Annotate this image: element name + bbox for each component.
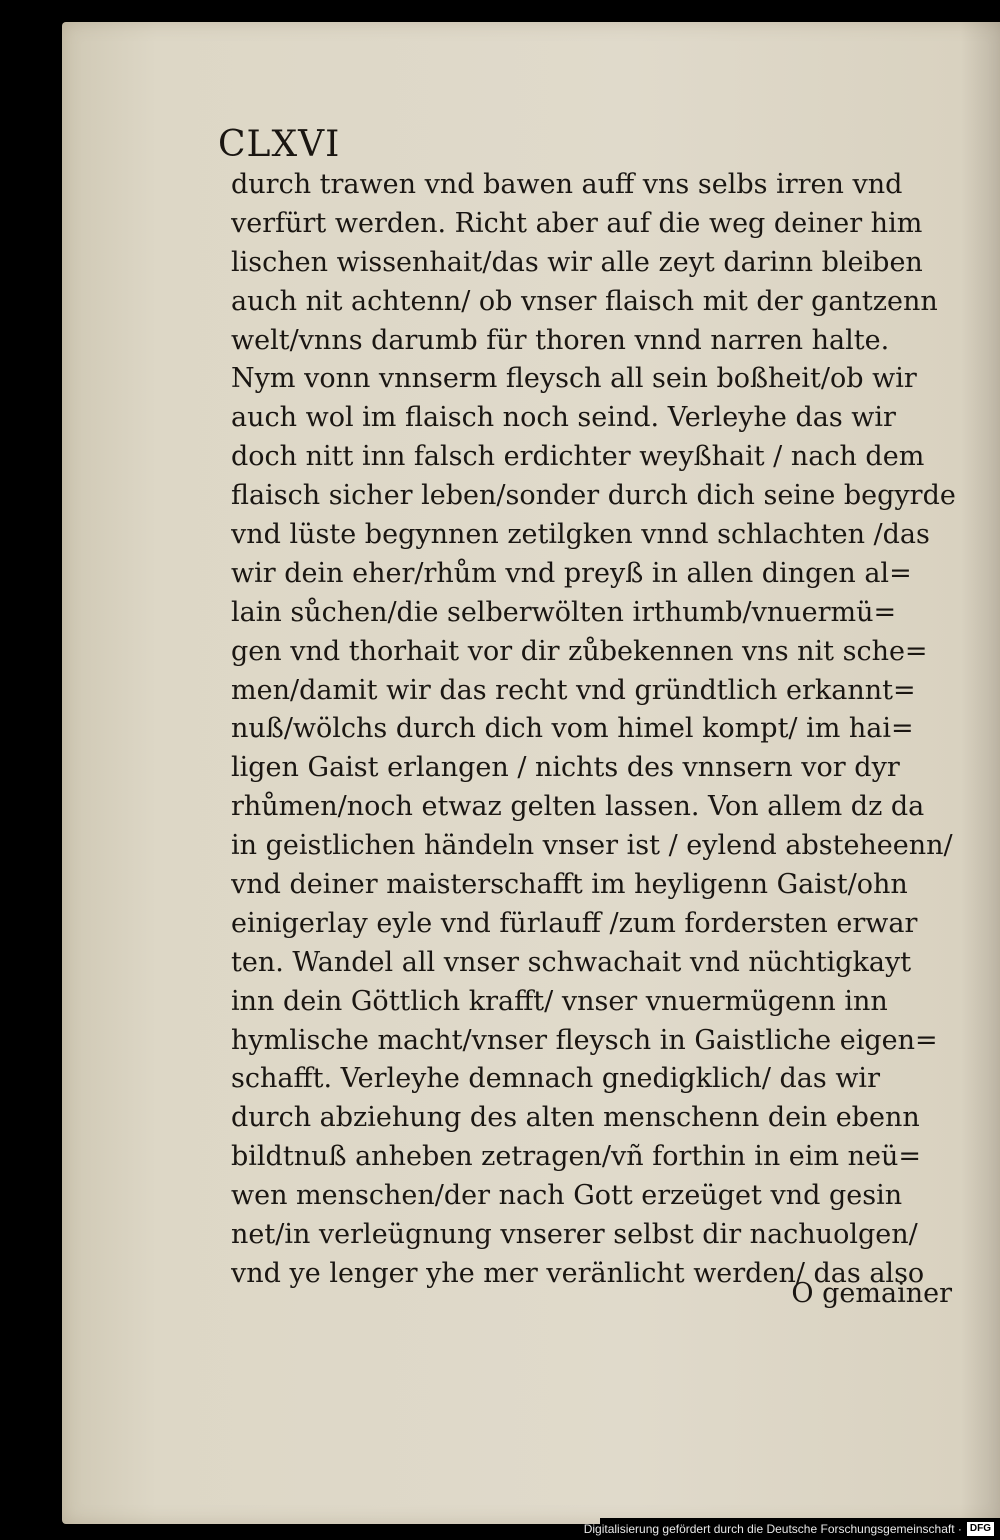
text-line: einigerlay eyle vnd fürlauff /zum fordersten erwar — [231, 907, 918, 939]
text-line: verfürt werden. Richt aber auf die weg deiner him — [231, 207, 923, 239]
text-line: net/in verleügnung vnserer selbst dir nachuolgen/ — [231, 1219, 918, 1251]
text-line: welt/vnns darumb für thoren vnnd narren halte. — [231, 324, 890, 356]
text-line: auch nit achtenn/ ob vnser flaisch mit der gantzenn — [231, 285, 938, 317]
text-line: wen menschen/der nach Gott erzeüget vnd gesin — [231, 1180, 903, 1212]
text-line: rhůmen/noch etwaz gelten lassen. Von allem dz da — [231, 791, 925, 823]
footer-credit-text: Digitalisierung gefördert durch die Deutsche Forschungsgemeinschaft · — [583, 1522, 962, 1536]
footer-credit-bar — [583, 1518, 1000, 1540]
text-line: flaisch sicher leben/sonder durch dich seine begyrde — [231, 480, 956, 512]
text-line: vnd ye lenger yhe mer veränlicht werden/ das also — [231, 1257, 925, 1289]
text-line: doch nitt inn falsch erdichter weyßhait / nach dem — [231, 441, 925, 473]
text-line: auch wol im flaisch noch seind. Verleyhe das wir — [231, 402, 896, 434]
text-line: vnd lüste begynnen zetilgken vnnd schlachten /das — [231, 519, 930, 551]
text-line: nuß/wölchs durch dich vom himel kompt/ im hai= — [231, 713, 914, 745]
text-line: in geistlichen händeln vnser ist / eylend absteheenn/ — [231, 830, 953, 862]
text-line: lischen wissenhait/das wir alle zeyt darinn bleiben — [231, 246, 923, 278]
text-line: durch abziehung des alten menschenn dein ebenn — [231, 1102, 920, 1134]
text-line: gen vnd thorhait vor dir zůbekennen vns nit sche= — [231, 635, 928, 667]
text-line: ten. Wandel all vnser schwachait vnd nüchtigkayt — [231, 946, 912, 978]
folio-number: CLXVI — [218, 124, 341, 165]
text-line: Nym vonn vnnserm fleysch all sein boßheit/ob wir — [231, 363, 917, 395]
text-line: inn dein Göttlich krafft/ vnser vnuermügenn inn — [231, 985, 888, 1017]
text-line: wir dein eher/rhům vnd preyß in allen dingen al= — [231, 557, 912, 589]
text-line: ligen Gaist erlangen / nichts des vnnsern vor dyr — [231, 752, 900, 784]
text-line: hymlische macht/vnser fleysch in Gaistliche eigen= — [231, 1024, 938, 1056]
text-line: men/damit wir das recht vnd gründtlich erkannt= — [231, 674, 916, 706]
text-block — [231, 166, 961, 1294]
dfg-logo: DFG — [967, 1522, 994, 1536]
text-line: vnd deiner maisterschafft im heyligenn Gaist/ohn — [231, 869, 908, 901]
text-line: durch trawen vnd bawen auff vns selbs irren vnd — [231, 169, 903, 200]
text-line: bildtnuß anheben zetragen/vñ forthin in eim neü= — [231, 1141, 921, 1173]
catchword: O gemainer — [791, 1278, 952, 1309]
text-line: lain sůchen/die selberwölten irthumb/vnuermü= — [231, 596, 897, 628]
text-line: schafft. Verleyhe demnach gnedigklich/ das wir — [231, 1063, 880, 1095]
